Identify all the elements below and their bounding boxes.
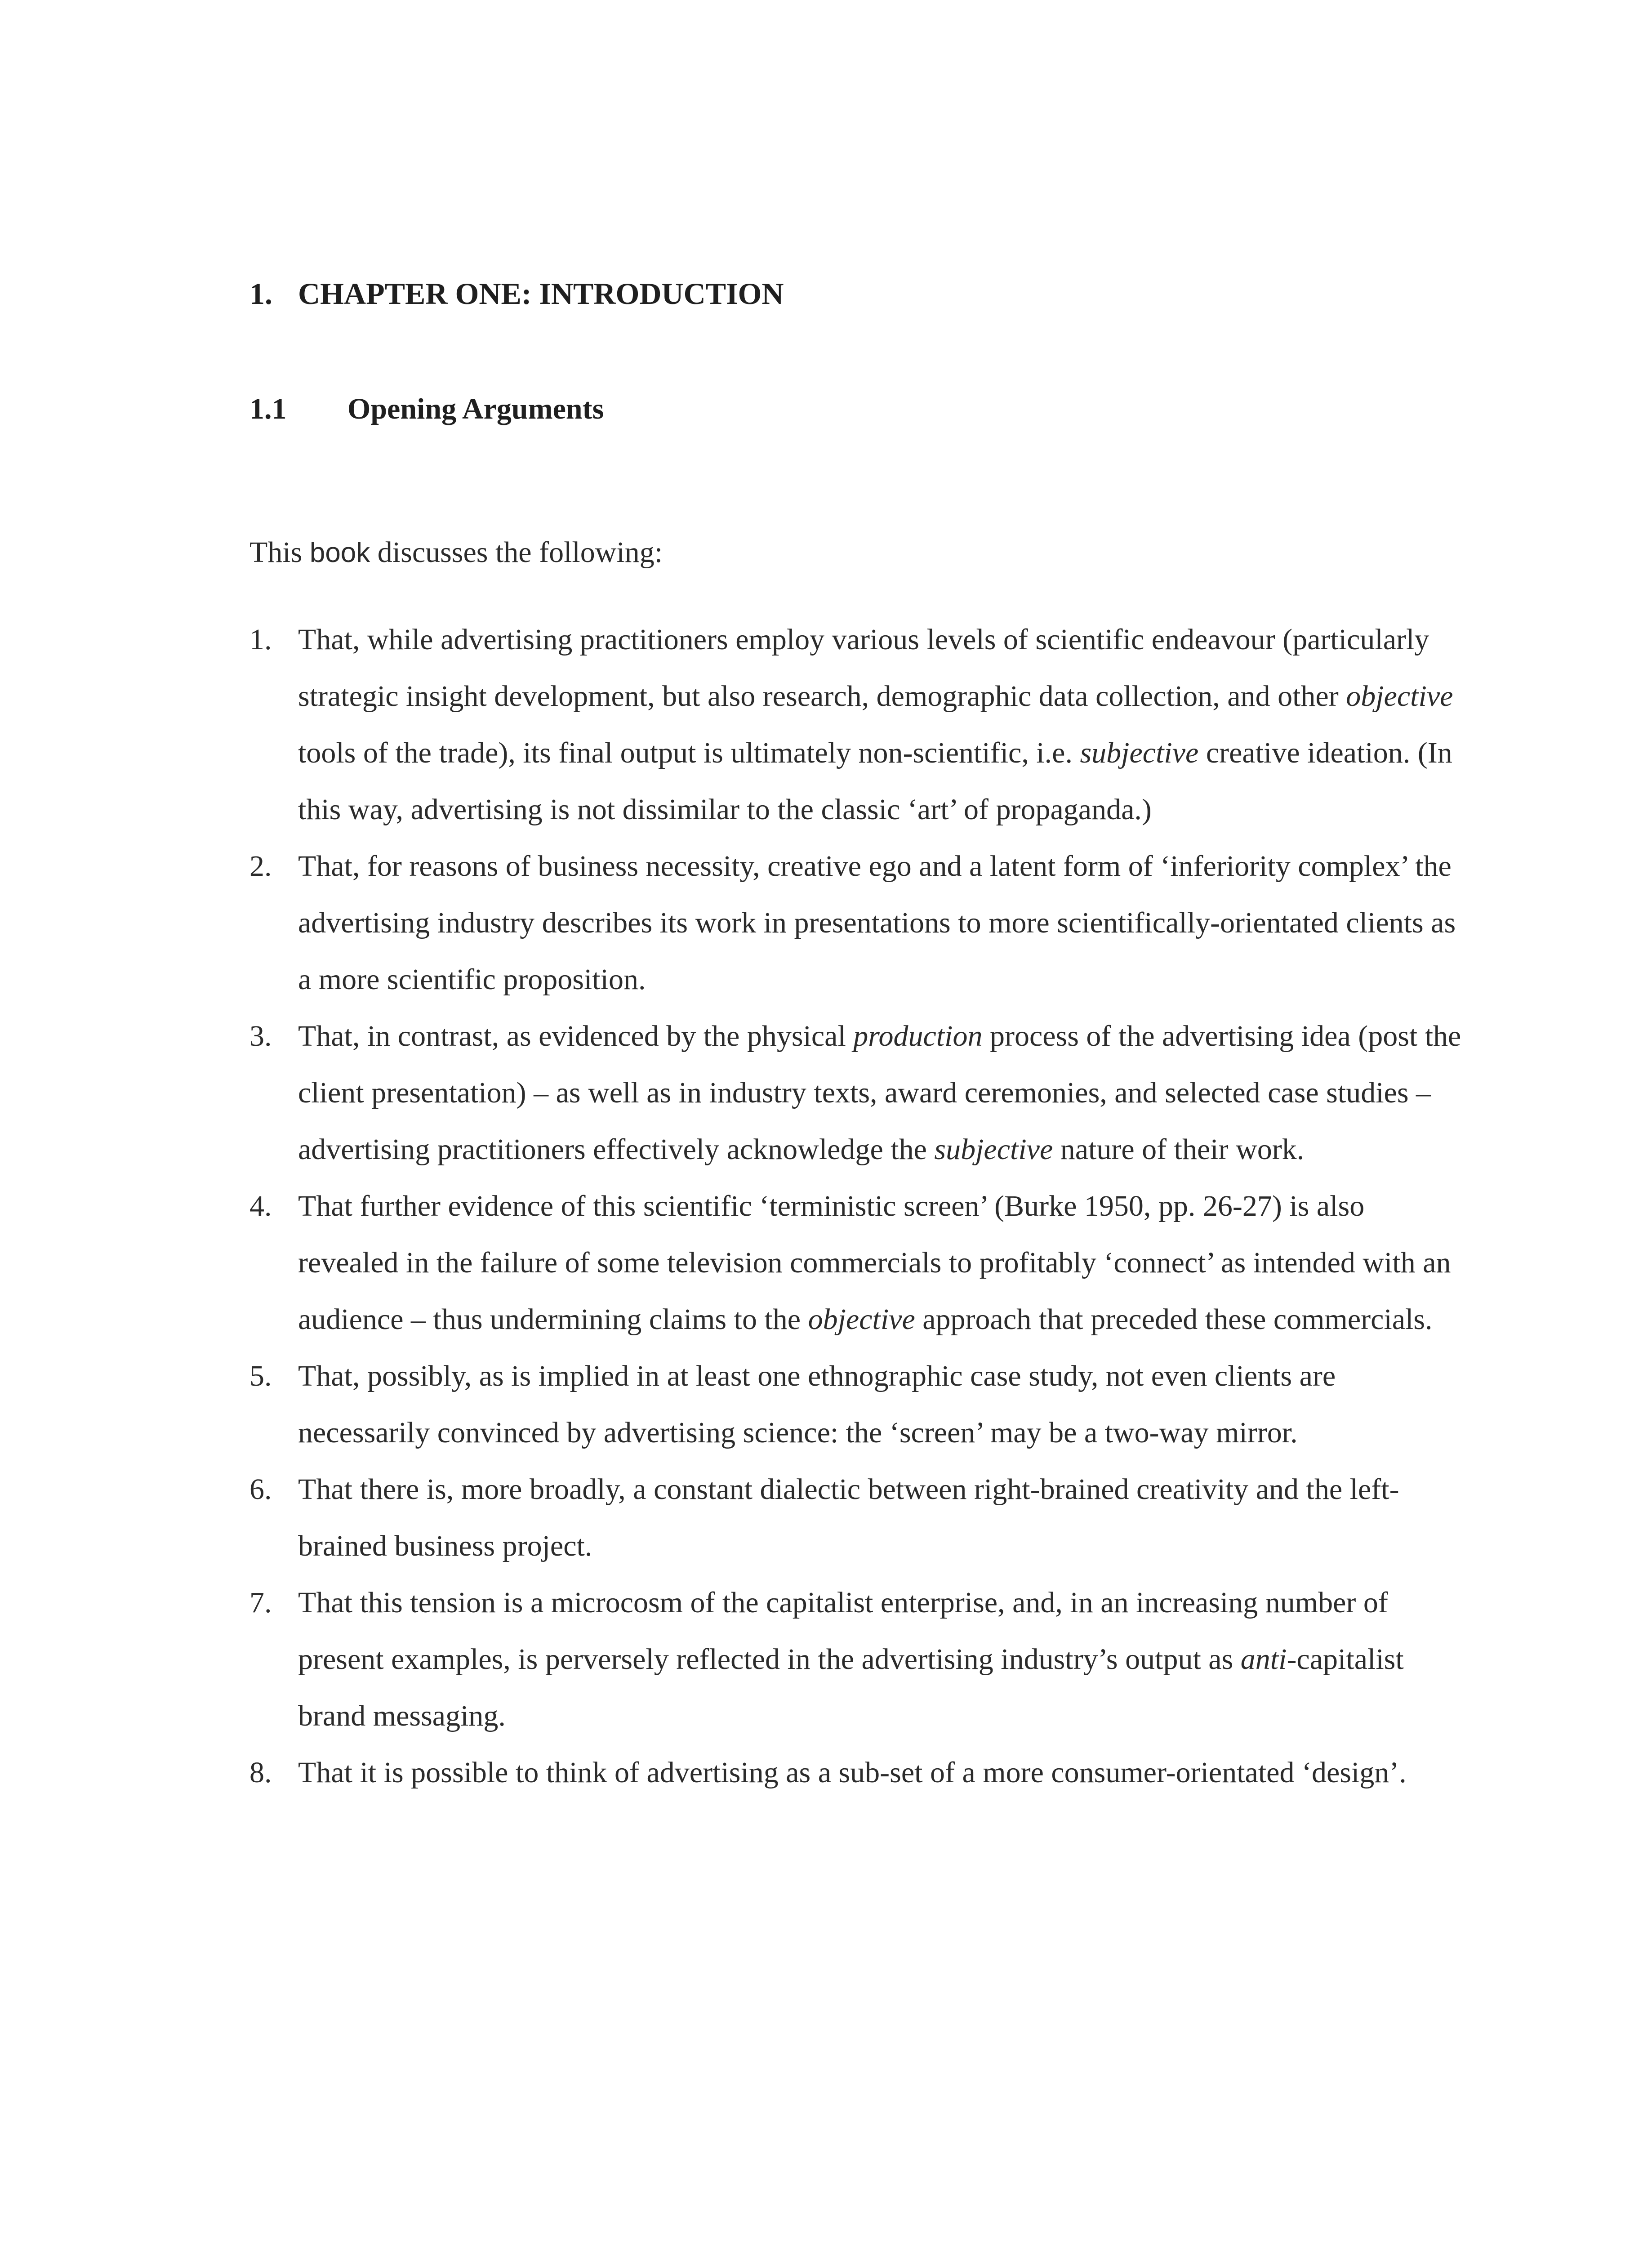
list-item-emphasis: objective	[1346, 680, 1453, 713]
chapter-heading	[249, 269, 1463, 318]
list-item-text: That, for reasons of business necessity, creative ego and a latent form of ‘inferiority complex’ the advertising industry describes its work in presentations to more scientifically-orientated clients as a more scientific proposition.	[298, 850, 1456, 996]
page-number	[1398, 2244, 1434, 2248]
section-heading	[249, 384, 1463, 434]
list-item-emphasis: anti	[1240, 1643, 1287, 1676]
list-item-text: That it is possible to think of advertising as a sub-set of a more consumer-orientated ‘design’.	[298, 1756, 1407, 1789]
list-item-text: That this tension is a microcosm of the capitalist enterprise, and, in an increasing number of present examples, is perversely reflected in the advertising industry’s output as	[298, 1586, 1388, 1676]
chapter-title: CHAPTER ONE: INTRODUCTION	[298, 277, 784, 311]
intro-text-before: This	[249, 536, 310, 569]
list-item	[249, 611, 1463, 838]
section-title: Opening Arguments	[347, 393, 604, 425]
list-item-text: That there is, more broadly, a constant dialectic between right-brained creativity and the left-brained business project.	[298, 1473, 1399, 1562]
list-item	[249, 1574, 1463, 1744]
list-item-emphasis: subjective	[1080, 736, 1199, 769]
list-item-text: That further evidence of this scientific ‘terministic screen’ (Burke 1950, pp. 26-27) is also revealed in the failure of some television commercials to profitably ‘connect’ as intended with an audience – thus undermining claims to the	[298, 1190, 1451, 1336]
list-item-number: 3.	[249, 1020, 272, 1053]
intro-sentence	[249, 528, 1463, 578]
numbered-argument-list	[249, 611, 1463, 1801]
list-item	[249, 1008, 1463, 1178]
list-item-emphasis: subjective	[934, 1133, 1053, 1166]
list-item-text: approach that preceded these commercials.	[915, 1303, 1433, 1336]
list-item-text: creative ideation. (In this way, advertising is not dissimilar to the classic ‘art’ of propaganda.)	[298, 736, 1452, 826]
list-item-emphasis: objective	[808, 1303, 915, 1336]
chapter-number: 1.	[249, 277, 272, 311]
list-item-text: That, in contrast, as evidenced by the physical	[298, 1020, 854, 1053]
list-item-text: nature of their work.	[1053, 1133, 1305, 1166]
list-item-number: 5.	[249, 1360, 272, 1392]
section-number: 1.1	[249, 393, 287, 425]
list-item-number: 8.	[249, 1756, 272, 1789]
list-item-text: -capitalist brand messaging.	[298, 1643, 1404, 1732]
list-item-number: 4.	[249, 1190, 272, 1222]
list-item-number: 1.	[249, 623, 272, 656]
intro-text-after: discusses the following:	[370, 536, 663, 569]
list-item-number: 2.	[249, 850, 272, 883]
list-item-emphasis: production	[853, 1020, 983, 1053]
list-item-text: That, while advertising practitioners employ various levels of scientific endeavour (particularly strategic insight development, but also research, demographic data collection, and other	[298, 623, 1429, 713]
list-item	[249, 838, 1463, 1008]
list-item-text: tools of the trade), its final output is ultimately non-scientific, i.e.	[298, 736, 1080, 769]
list-item	[249, 1178, 1463, 1348]
list-item-number: 6.	[249, 1473, 272, 1506]
intro-book-word: book	[309, 537, 370, 568]
list-item	[249, 1461, 1463, 1574]
list-item-text: process of the advertising idea (post the client presentation) – as well as in industry texts, award ceremonies, and selected case studies – advertising practitioners effectively acknowledge the	[298, 1020, 1461, 1166]
list-item	[249, 1744, 1463, 1801]
list-item-number: 7.	[249, 1586, 272, 1619]
list-item	[249, 1348, 1463, 1461]
list-item-text: That, possibly, as is implied in at least one ethnographic case study, not even clients are necessarily convinced by advertising science: the ‘screen’ may be a two-way mirror.	[298, 1360, 1336, 1449]
